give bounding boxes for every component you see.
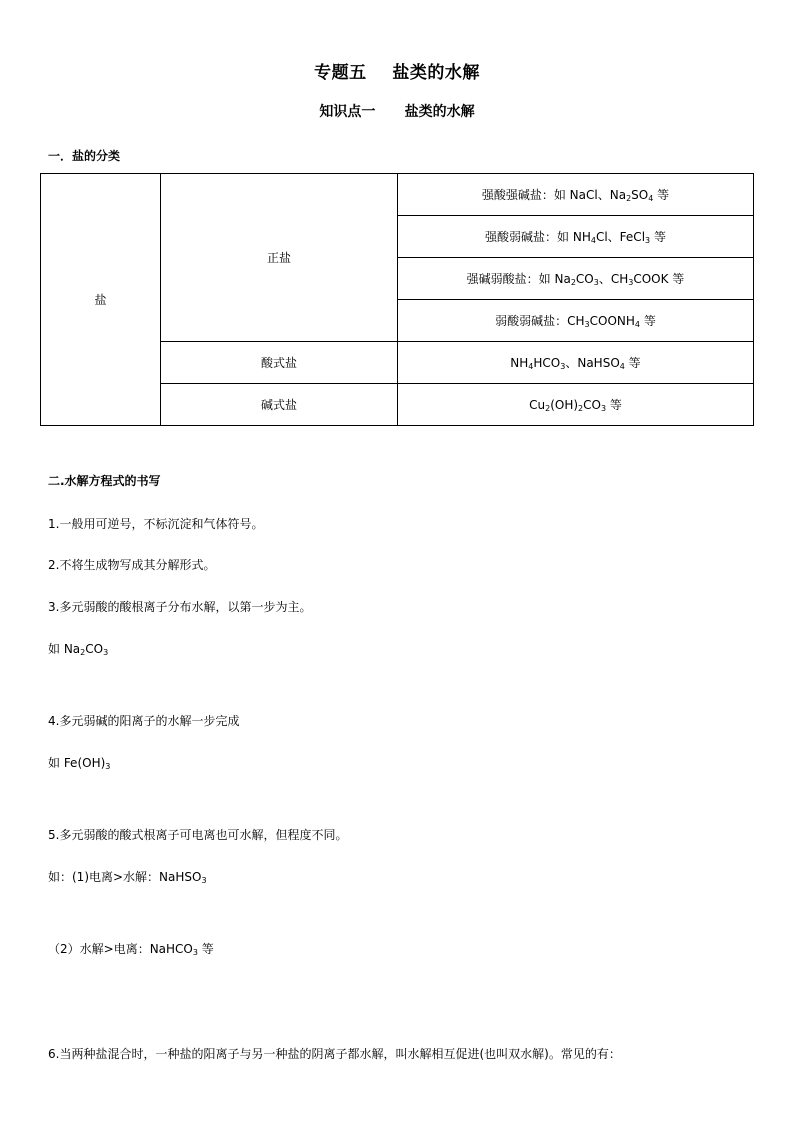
example-nahso3: 如：(1)电离>水解：NaHSO$_3$ [48,870,207,885]
rule-5-text: 5.多元弱酸的酸式根离子可电离也可水解，但程度不同。 [48,828,348,842]
salt-classification-table [40,173,754,426]
normal-salt-cell: 正盐 [161,174,398,342]
example-feoh3: 如 $Fe(OH)_3$ [48,756,111,771]
example-na2co3: 如 $Na_2CO_3$ [48,642,109,657]
acid-salt-example-cell: $NH_4HCO_3$、NaHSO$_4$ 等 [398,342,754,384]
acid-salt-label-cell: 酸式盐 [161,342,398,384]
rule-4-text: 4.多元弱碱的阳离子的水解一步完成 [48,714,240,728]
strong-acid-strong-base-cell: 强酸强碱盐：如 NaCl、$Na_2SO_4$ 等 [398,174,754,216]
strong-acid-weak-base-cell: 强酸弱碱盐：如 $NH_4Cl$、FeCl$_3$ 等 [398,216,754,258]
rule-3-text: 3.多元弱酸的酸根离子分布水解，以第一步为主。 [48,600,312,614]
page-subtitle: 知识点一 盐类的水解 [319,104,475,120]
rule-1-text: 1.一般用可逆号，不标沉淀和气体符号。 [48,517,264,531]
weak-acid-weak-base-cell: 弱酸弱碱盐：$CH_3COONH_4$ 等 [398,300,754,342]
section-heading-equations: 二.水解方程式的书写 [48,474,161,488]
strong-base-weak-acid-cell: 强碱弱酸盐：如 $Na_2CO_3$、$CH_3COOK$ 等 [398,258,754,300]
basic-salt-label-cell: 碱式盐 [161,384,398,426]
table-row [41,174,754,216]
page-title: 专题五 盐类的水解 [314,63,480,83]
rule-6-text: 6.当两种盐混合时，一种盐的阳离子与另一种盐的阴离子都水解，叫水解相互促进(也叫双水解)。常见的有： [48,1047,621,1061]
section-heading-classification: 一．盐的分类 [48,149,121,163]
rule-2-text: 2.不将生成物写成其分解形式。 [48,558,216,572]
salt-root-cell: 盐 [41,174,161,426]
example-nahco3: （2）水解>电离：NaHCO$_3$ 等 [48,942,214,957]
basic-salt-example-cell: $Cu_2(OH)_2CO_3$ 等 [398,384,754,426]
